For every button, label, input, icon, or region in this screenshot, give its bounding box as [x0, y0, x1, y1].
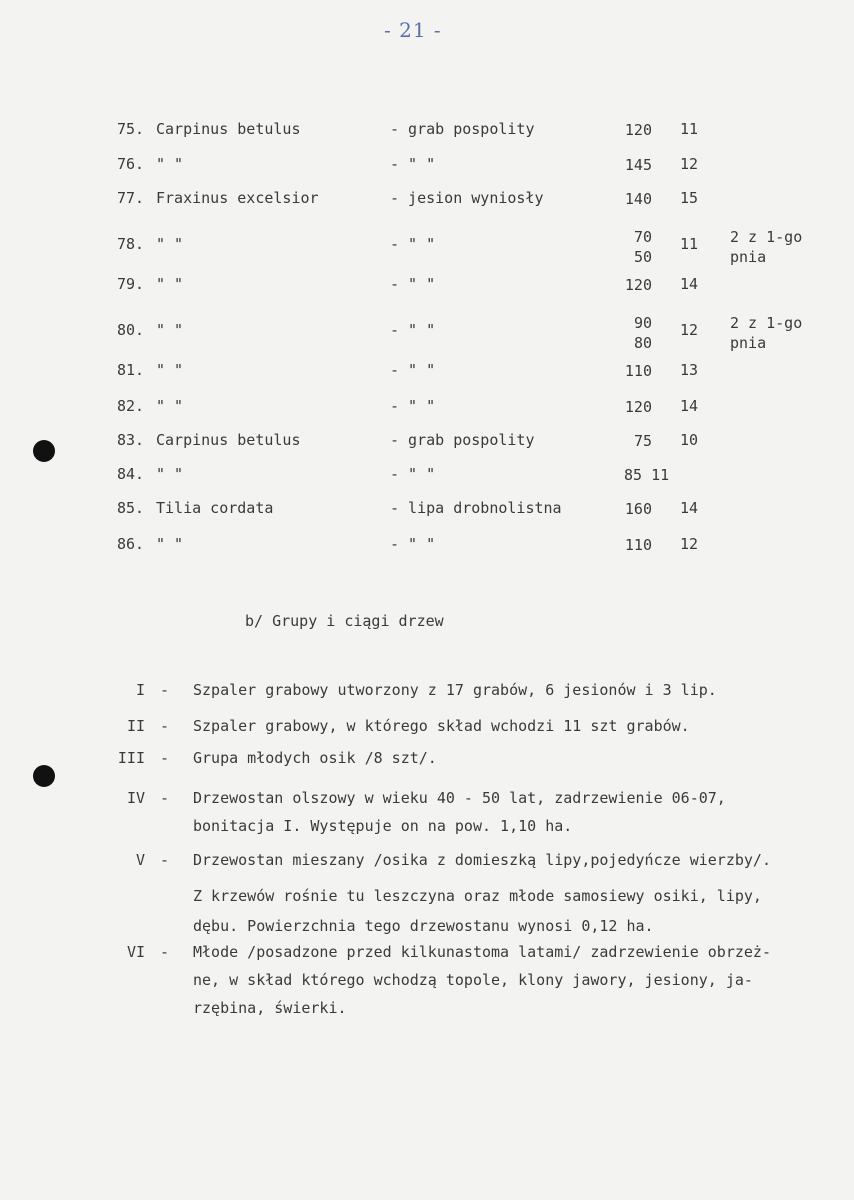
tree-number: 83. [117, 431, 145, 449]
group-number: II [126, 717, 145, 735]
group-text-line: Drzewostan mieszany /osika z domieszką lipy,pojedyńcze wierzby/. [193, 851, 771, 869]
polish-name: - lipa drobnolistna [390, 499, 562, 517]
polish-name: - " " [390, 361, 436, 379]
table-row [0, 361, 854, 391]
tree-number: 76. [117, 155, 145, 173]
latin-name: " " [156, 397, 184, 415]
polish-name: - " " [390, 235, 436, 253]
group-text-line: rzębina, świerki. [193, 999, 347, 1017]
group-text-line: Szpaler grabowy utworzony z 17 grabów, 6 jesionów i 3 lip. [193, 681, 717, 699]
polish-name: - grab pospolity [390, 431, 535, 449]
tree-number: 84. [117, 465, 145, 483]
tree-note: 2 z 1-go pnia [730, 314, 803, 352]
tree-number: 75. [117, 120, 145, 138]
group-text-line: Drzewostan olszowy w wieku 40 - 50 lat, zadrzewienie 06-07, [193, 789, 726, 807]
group-number: V [135, 851, 145, 869]
group-dash: - [160, 681, 170, 699]
table-row [0, 313, 854, 352]
latin-name: " " [156, 321, 184, 339]
tree-height: 12 [680, 321, 699, 339]
latin-name: " " [156, 465, 184, 483]
table-row [0, 189, 854, 219]
group-dash: - [160, 749, 170, 767]
latin-name: " " [156, 275, 184, 293]
group-text-line: Szpaler grabowy, w którego skład wchodzi 11 szt grabów. [193, 717, 690, 735]
group-text-line: Z krzewów rośnie tu leszczyna oraz młode samosiewy osiki, lipy, [193, 887, 762, 905]
tree-height: 10 [680, 431, 699, 449]
tree-number: 77. [117, 189, 145, 207]
trunk-circumference: 120 [624, 276, 652, 294]
polish-name: - grab pospolity [390, 120, 535, 138]
tree-height: 13 [680, 361, 699, 379]
trunk-circumference: 70 50 [633, 228, 652, 266]
punch-hole [33, 765, 55, 787]
latin-name: Fraxinus excelsior [156, 189, 319, 207]
trunk-circumference: 85 11 [624, 466, 670, 484]
trunk-circumference: 110 [624, 362, 652, 380]
group-dash: - [160, 851, 170, 869]
tree-number: 78. [117, 235, 145, 253]
group-text-line: Młode /posadzone przed kilkunastoma latami/ zadrzewienie obrzeż- [193, 943, 771, 961]
group-dash: - [160, 789, 170, 807]
trunk-circumference: 140 [624, 190, 652, 208]
tree-height: 11 [680, 120, 699, 138]
table-row [0, 155, 854, 185]
latin-name: " " [156, 235, 184, 253]
polish-name: - " " [390, 321, 436, 339]
latin-name: Carpinus betulus [156, 120, 301, 138]
group-text-line: bonitacja I. Występuje on na pow. 1,10 ha. [193, 817, 573, 835]
group-text-line: dębu. Powierzchnia tego drzewostanu wynosi 0,12 ha. [193, 917, 654, 935]
tree-number: 81. [117, 361, 145, 379]
trunk-circumference: 90 80 [633, 314, 652, 352]
table-row [0, 535, 854, 565]
group-text-line: ne, w skład którego wchodzą topole, klony jawory, jesiony, ja- [193, 971, 753, 989]
tree-number: 86. [117, 535, 145, 553]
table-row [0, 227, 854, 266]
latin-name: " " [156, 155, 184, 173]
group-text-line: Grupa młodych osik /8 szt/. [193, 749, 437, 767]
tree-number: 82. [117, 397, 145, 415]
tree-number: 80. [117, 321, 145, 339]
trunk-circumference: 145 [624, 156, 652, 174]
polish-name: - " " [390, 465, 436, 483]
tree-number: 85. [117, 499, 145, 517]
table-row [0, 465, 854, 495]
table-row [0, 120, 854, 150]
table-row [0, 431, 854, 461]
group-dash: - [160, 717, 170, 735]
table-row [0, 397, 854, 427]
trunk-circumference: 160 [624, 500, 652, 518]
polish-name: - " " [390, 155, 436, 173]
trunk-circumference: 75 [633, 432, 652, 450]
tree-number: 79. [117, 275, 145, 293]
polish-name: - " " [390, 397, 436, 415]
group-number: III [117, 749, 145, 767]
trunk-circumference: 110 [624, 536, 652, 554]
tree-note: 2 z 1-go pnia [730, 228, 803, 266]
tree-height: 14 [680, 275, 699, 293]
polish-name: - " " [390, 275, 436, 293]
trunk-circumference: 120 [624, 121, 652, 139]
latin-name: " " [156, 535, 184, 553]
section-title: b/ Grupy i ciągi drzew [245, 612, 444, 630]
group-dash: - [160, 943, 170, 961]
latin-name: Carpinus betulus [156, 431, 301, 449]
tree-height: 14 [680, 499, 699, 517]
table-row [0, 499, 854, 529]
page-number: - 21 - [384, 18, 442, 42]
tree-height: 14 [680, 397, 699, 415]
trunk-circumference: 120 [624, 398, 652, 416]
table-row [0, 275, 854, 305]
tree-height: 12 [680, 535, 699, 553]
group-number: VI [126, 943, 145, 961]
group-number: I [135, 681, 145, 699]
tree-height: 12 [680, 155, 699, 173]
tree-height: 11 [680, 235, 699, 253]
polish-name: - jesion wyniosły [390, 189, 544, 207]
tree-height: 15 [680, 189, 699, 207]
latin-name: Tilia cordata [156, 499, 274, 517]
polish-name: - " " [390, 535, 436, 553]
group-number: IV [126, 789, 145, 807]
latin-name: " " [156, 361, 184, 379]
